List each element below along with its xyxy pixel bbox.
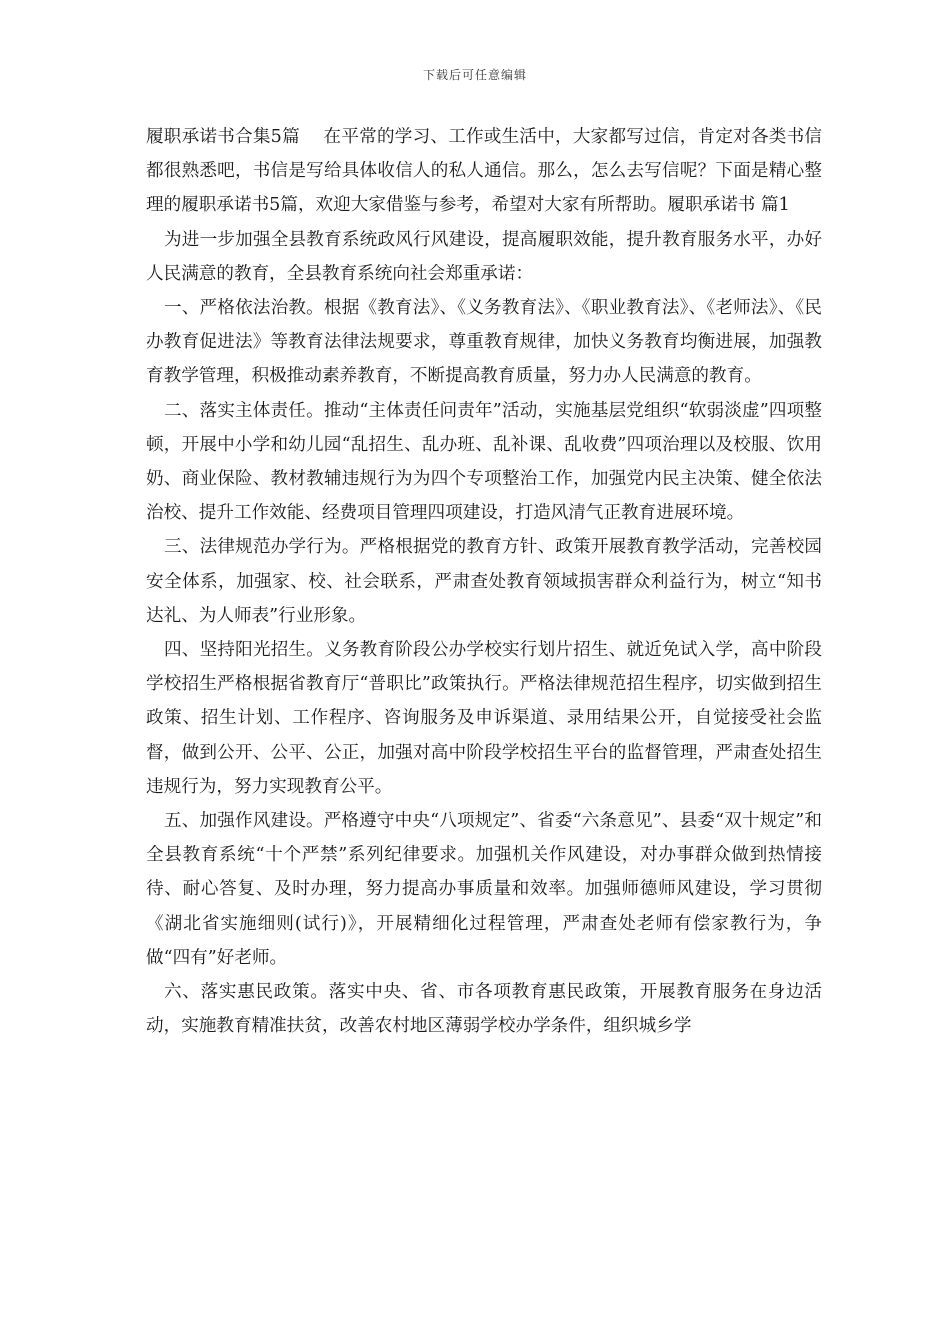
commitment-paragraph-1: 一、严格依法治教。根据《教育法》、《义务教育法》、《职业教育法》、《老师法》、《民办教育促进法》等教育法律法规要求，尊重教育规律，加快义务教育均衡进展，加强教育教学管理，积极推动素养教育，不断提高教育质量，努力办人民满意的教育。 bbox=[146, 298, 822, 387]
document-body bbox=[146, 120, 822, 1043]
commitment-paragraph-5: 五、加强作风建设。严格遵守中央“八项规定”、省委“六条意见”、县委“双十规定”和全县教育系统“十个严禁”系列纪律要求。加强机关作风建设，对办事群众做到热情接待、耐心答复、及时办理，努力提高办事质量和效率。加强师德师风建设，学习贯彻《湖北省实施细则(试行)》，开展精细化过程管理，严肃查处老师有偿家教行为，争做“四有”好老师。 bbox=[146, 811, 822, 968]
commitment-paragraph-4: 四、坚持阳光招生。义务教育阶段公办学校实行划片招生、就近免试入学，高中阶段学校招生严格根据省教育厅“普职比”政策执行。严格法律规范招生程序，切实做到招生政策、招生计划、工作程序、咨询服务及申诉渠道、录用结果公开，自觉接受社会监督，做到公开、公平、公正，加强对高中阶段学校招生平台的监督管理，严肃查处招生违规行为，努力实现教育公平。 bbox=[146, 640, 822, 797]
intro-paragraph: 履职承诺书合集5篇 在平常的学习、工作或生活中，大家都写过信，肯定对各类书信都很熟悉吧，书信是写给具体收信人的私人通信。那么，怎么去写信呢？下面是精心整理的履职承诺书5篇，欢迎大家借鉴与参考，希望对大家有所帮助。履职承诺书 篇1 bbox=[146, 127, 822, 216]
commitment-paragraph-2: 二、落实主体责任。推动“主体责任问责年”活动，实施基层党组织“软弱淡虚”四项整顿，开展中小学和幼儿园“乱招生、乱办班、乱补课、乱收费”四项治理以及校服、饮用奶、商业保险、教材教辅违规行为为四个专项整治工作，加强党内民主决策、健全依法治校、提升工作效能、经费项目管理四项建设，打造风清气正教育进展环境。 bbox=[146, 400, 822, 524]
commitment-paragraph-6: 六、落实惠民政策。落实中央、省、市各项教育惠民政策，开展教育服务在身边活动，实施教育精准扶贫，改善农村地区薄弱学校办学条件，组织城乡学 bbox=[146, 982, 822, 1037]
header-note: 下载后可任意编辑 bbox=[422, 68, 527, 82]
preamble-paragraph: 为进一步加强全县教育系统政风行风建设，提高履职效能，提升教育服务水平，办好人民满意的教育，全县教育系统向社会郑重承诺： bbox=[146, 229, 822, 284]
commitment-paragraph-3: 三、法律规范办学行为。严格根据党的教育方针、政策开展教育教学活动，完善校园安全体系，加强家、校、社会联系，严肃查处教育领域损害群众利益行为，树立“知书达礼、为人师表”行业形象。 bbox=[146, 537, 822, 626]
